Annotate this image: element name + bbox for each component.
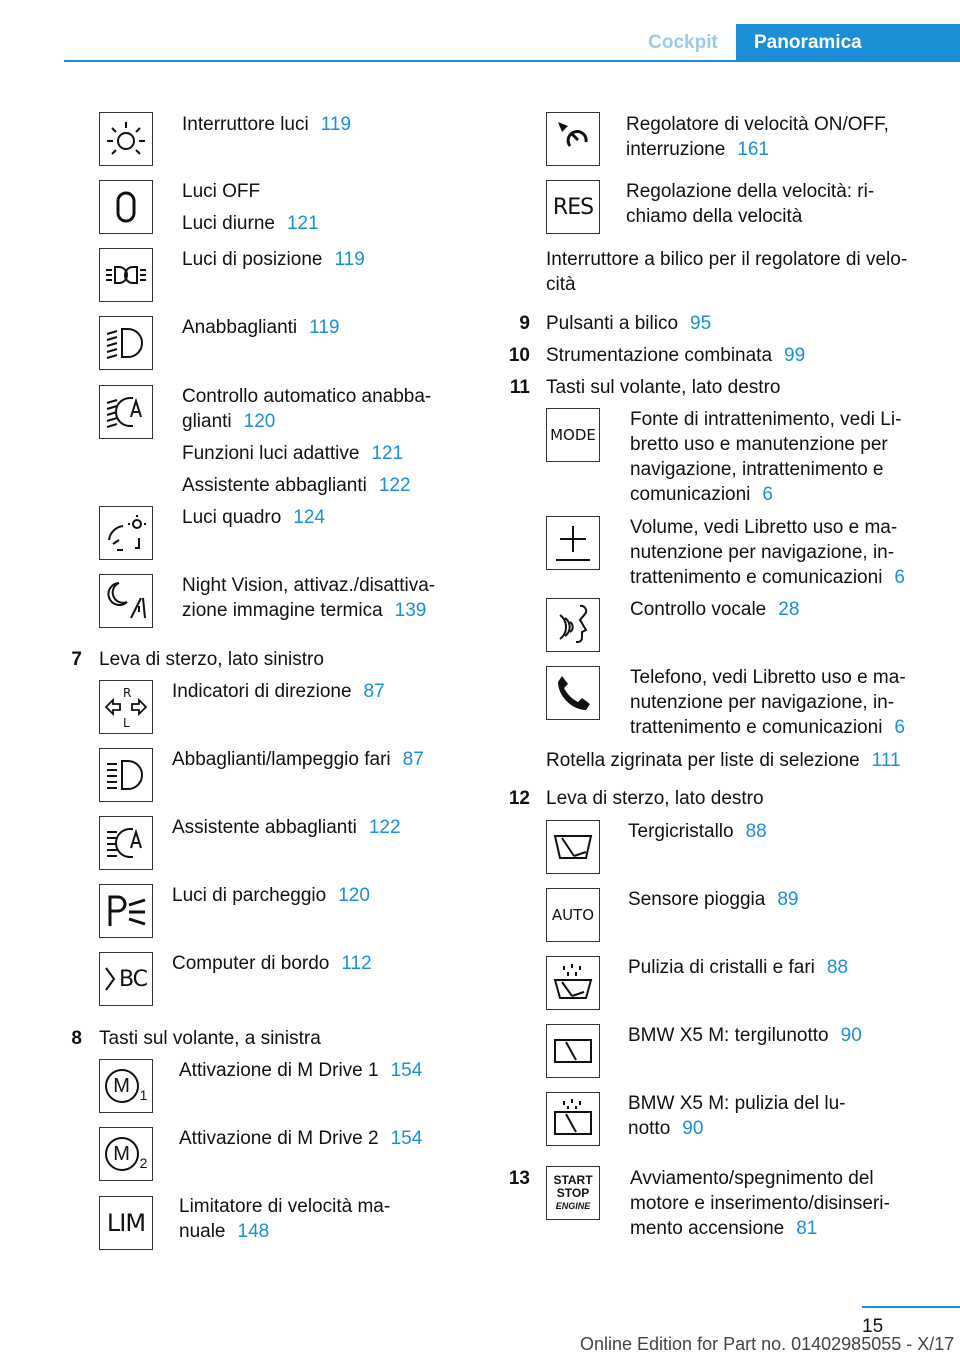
page-link[interactable]: 154 xyxy=(390,1060,423,1081)
auto-low-beam-icon xyxy=(99,385,153,439)
section-number: 9 xyxy=(519,313,530,334)
low-beam-icon xyxy=(99,316,153,370)
m-drive-1-icon xyxy=(99,1059,153,1113)
section-title: Tasti sul volante, lato destro xyxy=(546,377,781,398)
list-item: Fonte di intrattenimento, vedi Li- xyxy=(630,409,902,430)
page-link[interactable]: 119 xyxy=(320,114,352,135)
list-item: mento accensione 81 xyxy=(630,1218,818,1239)
list-item: nutenzione per navigazione, in- xyxy=(630,542,895,563)
parking-lights-icon xyxy=(99,248,153,302)
start-stop-icon xyxy=(546,1166,600,1220)
high-beam-assist-icon xyxy=(99,816,153,870)
turn-signal-icon xyxy=(99,680,153,734)
bc-icon-text: BC xyxy=(118,966,148,992)
list-item: Pulizia di cristalli e fari 88 xyxy=(628,957,849,978)
page-link[interactable]: 88 xyxy=(826,957,849,978)
list-item: Volume, vedi Libretto uso e ma- xyxy=(630,517,898,538)
zero-icon xyxy=(99,180,153,234)
list-item: Interruttore luci 119 xyxy=(182,114,352,135)
page-link[interactable]: 6 xyxy=(894,567,905,588)
list-item: cità xyxy=(546,274,576,295)
mode-icon-text: MODE xyxy=(550,426,596,444)
list-item: Anabbaglianti 119 xyxy=(182,317,340,338)
list-item: Luci quadro 124 xyxy=(182,507,325,528)
page-link[interactable]: 88 xyxy=(745,821,767,842)
res-icon xyxy=(546,180,600,234)
page-number: 15 xyxy=(862,1316,884,1337)
page-link[interactable]: 90 xyxy=(840,1025,862,1046)
list-item: Night Vision, attivaz./disattiva- xyxy=(182,575,436,596)
list-item: trattenimento e comunicazioni 6 xyxy=(630,567,905,588)
lim-icon xyxy=(99,1196,153,1250)
list-item: navigazione, intrattenimento e xyxy=(630,459,884,480)
section-title: Strumentazione combinata 99 xyxy=(546,345,806,366)
auto-icon xyxy=(546,888,600,942)
list-item: nuale 148 xyxy=(179,1221,270,1242)
lim-icon-text: LIM xyxy=(106,1209,146,1237)
m-drive-2-icon xyxy=(99,1127,153,1181)
high-beam-icon xyxy=(99,748,153,802)
list-item: glianti 120 xyxy=(182,411,276,432)
page-link[interactable]: 161 xyxy=(737,139,769,160)
list-item: Interruttore a bilico per il regolatore di velo- xyxy=(546,249,908,270)
m-drive-2-sub: 2 xyxy=(139,1155,148,1171)
rear-wiper-icon xyxy=(546,1024,600,1078)
page-link[interactable]: 120 xyxy=(338,885,370,906)
list-item: bretto uso e manutenzione per xyxy=(630,434,888,455)
page-link[interactable]: 112 xyxy=(341,953,372,974)
list-item: motore e inserimento/disinseri- xyxy=(630,1193,890,1214)
list-item: BMW X5 M: tergilunotto 90 xyxy=(628,1025,862,1046)
list-item: interruzione 161 xyxy=(626,139,769,160)
page-link[interactable]: 121 xyxy=(286,213,319,234)
stop-label: STOP xyxy=(556,1185,590,1200)
list-item: Avviamento/spegnimento del xyxy=(630,1168,874,1189)
page-link[interactable]: 120 xyxy=(243,411,276,432)
engine-label: ENGINE xyxy=(555,1200,591,1211)
start-label: START xyxy=(553,1172,593,1187)
page-link[interactable]: 81 xyxy=(796,1218,818,1239)
page-link[interactable]: 139 xyxy=(394,600,427,621)
section-title: Leva di sterzo, lato sinistro xyxy=(99,649,324,670)
turn-signal-l-label: L xyxy=(123,716,130,730)
list-item: Abbaglianti/lampeggio fari 87 xyxy=(172,749,424,770)
res-icon-text: RES xyxy=(552,194,594,220)
section-number: 11 xyxy=(509,377,530,398)
list-item: Regolazione della velocità: ri- xyxy=(626,181,875,202)
list-item: Telefono, vedi Libretto uso e ma- xyxy=(630,667,906,688)
list-item: chiamo della velocità xyxy=(626,206,803,227)
list-item: Controllo vocale 28 xyxy=(630,599,800,620)
page-link[interactable]: 28 xyxy=(778,599,800,620)
list-item: nutenzione per navigazione, in- xyxy=(630,692,895,713)
page-link[interactable]: 122 xyxy=(378,475,411,496)
list-item: Rotella zigrinata per liste di selezione 111 xyxy=(546,750,901,771)
page-link[interactable]: 90 xyxy=(682,1118,704,1139)
list-item: Regolatore di velocità ON/OFF, xyxy=(626,114,889,135)
page-link[interactable]: 6 xyxy=(762,484,773,505)
list-item: zione immagine termica 139 xyxy=(182,600,427,621)
list-item: Luci diurne 121 xyxy=(182,213,319,234)
page-link[interactable]: 154 xyxy=(390,1128,423,1149)
list-item: Luci di posizione 119 xyxy=(182,249,365,270)
list-item: Luci di parcheggio 120 xyxy=(172,885,370,906)
tab-cockpit[interactable]: Cockpit xyxy=(648,32,718,53)
section-number: 12 xyxy=(508,788,530,809)
section-number: 10 xyxy=(508,345,530,366)
footer-edition: Online Edition for Part no. 01402985055 - X/17 xyxy=(580,1334,955,1354)
section-number: 7 xyxy=(71,649,82,670)
list-item: Funzioni luci adattive 121 xyxy=(182,443,404,464)
section-title: Leva di sterzo, lato destro xyxy=(546,788,764,809)
light-switch-icon xyxy=(99,112,153,166)
parking-light-p-icon xyxy=(99,884,153,938)
plus-icon xyxy=(546,516,600,570)
turn-signal-r-label: R xyxy=(123,686,132,700)
page-link[interactable]: 121 xyxy=(371,443,404,464)
auto-icon-text: AUTO xyxy=(551,906,595,924)
list-item: BMW X5 M: pulizia del lu- xyxy=(628,1093,846,1114)
section-title: Tasti sul volante, a sinistra xyxy=(99,1028,321,1049)
page-link[interactable]: 119 xyxy=(334,249,365,270)
washer-icon xyxy=(546,956,600,1010)
night-vision-icon xyxy=(99,574,153,628)
list-item: comunicazioni 6 xyxy=(630,484,773,505)
tab-panoramica[interactable]: Panoramica xyxy=(736,24,960,62)
section-number: 8 xyxy=(71,1028,82,1049)
list-item: Attivazione di M Drive 2 154 xyxy=(179,1128,423,1149)
list-item: trattenimento e comunicazioni 6 xyxy=(630,717,905,738)
voice-control-icon xyxy=(546,598,600,652)
list-item: Limitatore di velocità ma- xyxy=(179,1196,391,1217)
phone-icon xyxy=(546,666,600,720)
m-drive-2-letter: M xyxy=(105,1137,139,1171)
page-link[interactable]: 89 xyxy=(777,889,799,910)
section-number: 13 xyxy=(508,1168,530,1189)
cruise-control-icon xyxy=(546,112,600,166)
list-item: Assistente abbaglianti 122 xyxy=(182,475,411,496)
list-item: Tergicristallo 88 xyxy=(628,821,767,842)
page-link[interactable]: 99 xyxy=(784,345,806,366)
list-item: notto 90 xyxy=(628,1118,704,1139)
list-item: Luci OFF xyxy=(182,181,261,202)
page-link[interactable]: 87 xyxy=(363,681,385,702)
page-link[interactable]: 148 xyxy=(237,1221,270,1242)
page-link[interactable]: 124 xyxy=(293,507,325,528)
wiper-icon xyxy=(546,820,600,874)
header-rule xyxy=(64,60,960,62)
instrument-lights-icon xyxy=(99,506,153,560)
page-link[interactable]: 111 xyxy=(871,750,901,771)
page-link[interactable]: 122 xyxy=(368,817,401,838)
section-title: Pulsanti a bilico 95 xyxy=(546,313,712,334)
list-item: Assistente abbaglianti 122 xyxy=(172,817,401,838)
footer-rule xyxy=(862,1306,960,1308)
page-link[interactable]: 95 xyxy=(690,313,712,334)
page-link[interactable]: 119 xyxy=(309,317,340,338)
m-drive-1-letter: M xyxy=(105,1069,139,1103)
mode-icon xyxy=(546,408,600,462)
m-drive-1-sub: 1 xyxy=(139,1087,148,1103)
list-item: Computer di bordo 112 xyxy=(172,953,372,974)
list-item: Attivazione di M Drive 1 154 xyxy=(179,1060,423,1081)
list-item: Controllo automatico anabba- xyxy=(182,386,432,407)
page-link[interactable]: 6 xyxy=(894,717,905,738)
bc-icon xyxy=(99,952,153,1006)
list-item: Indicatori di direzione 87 xyxy=(172,681,385,702)
rear-washer-icon xyxy=(546,1092,600,1146)
list-item: Sensore pioggia 89 xyxy=(628,889,799,910)
page-link[interactable]: 87 xyxy=(402,749,424,770)
